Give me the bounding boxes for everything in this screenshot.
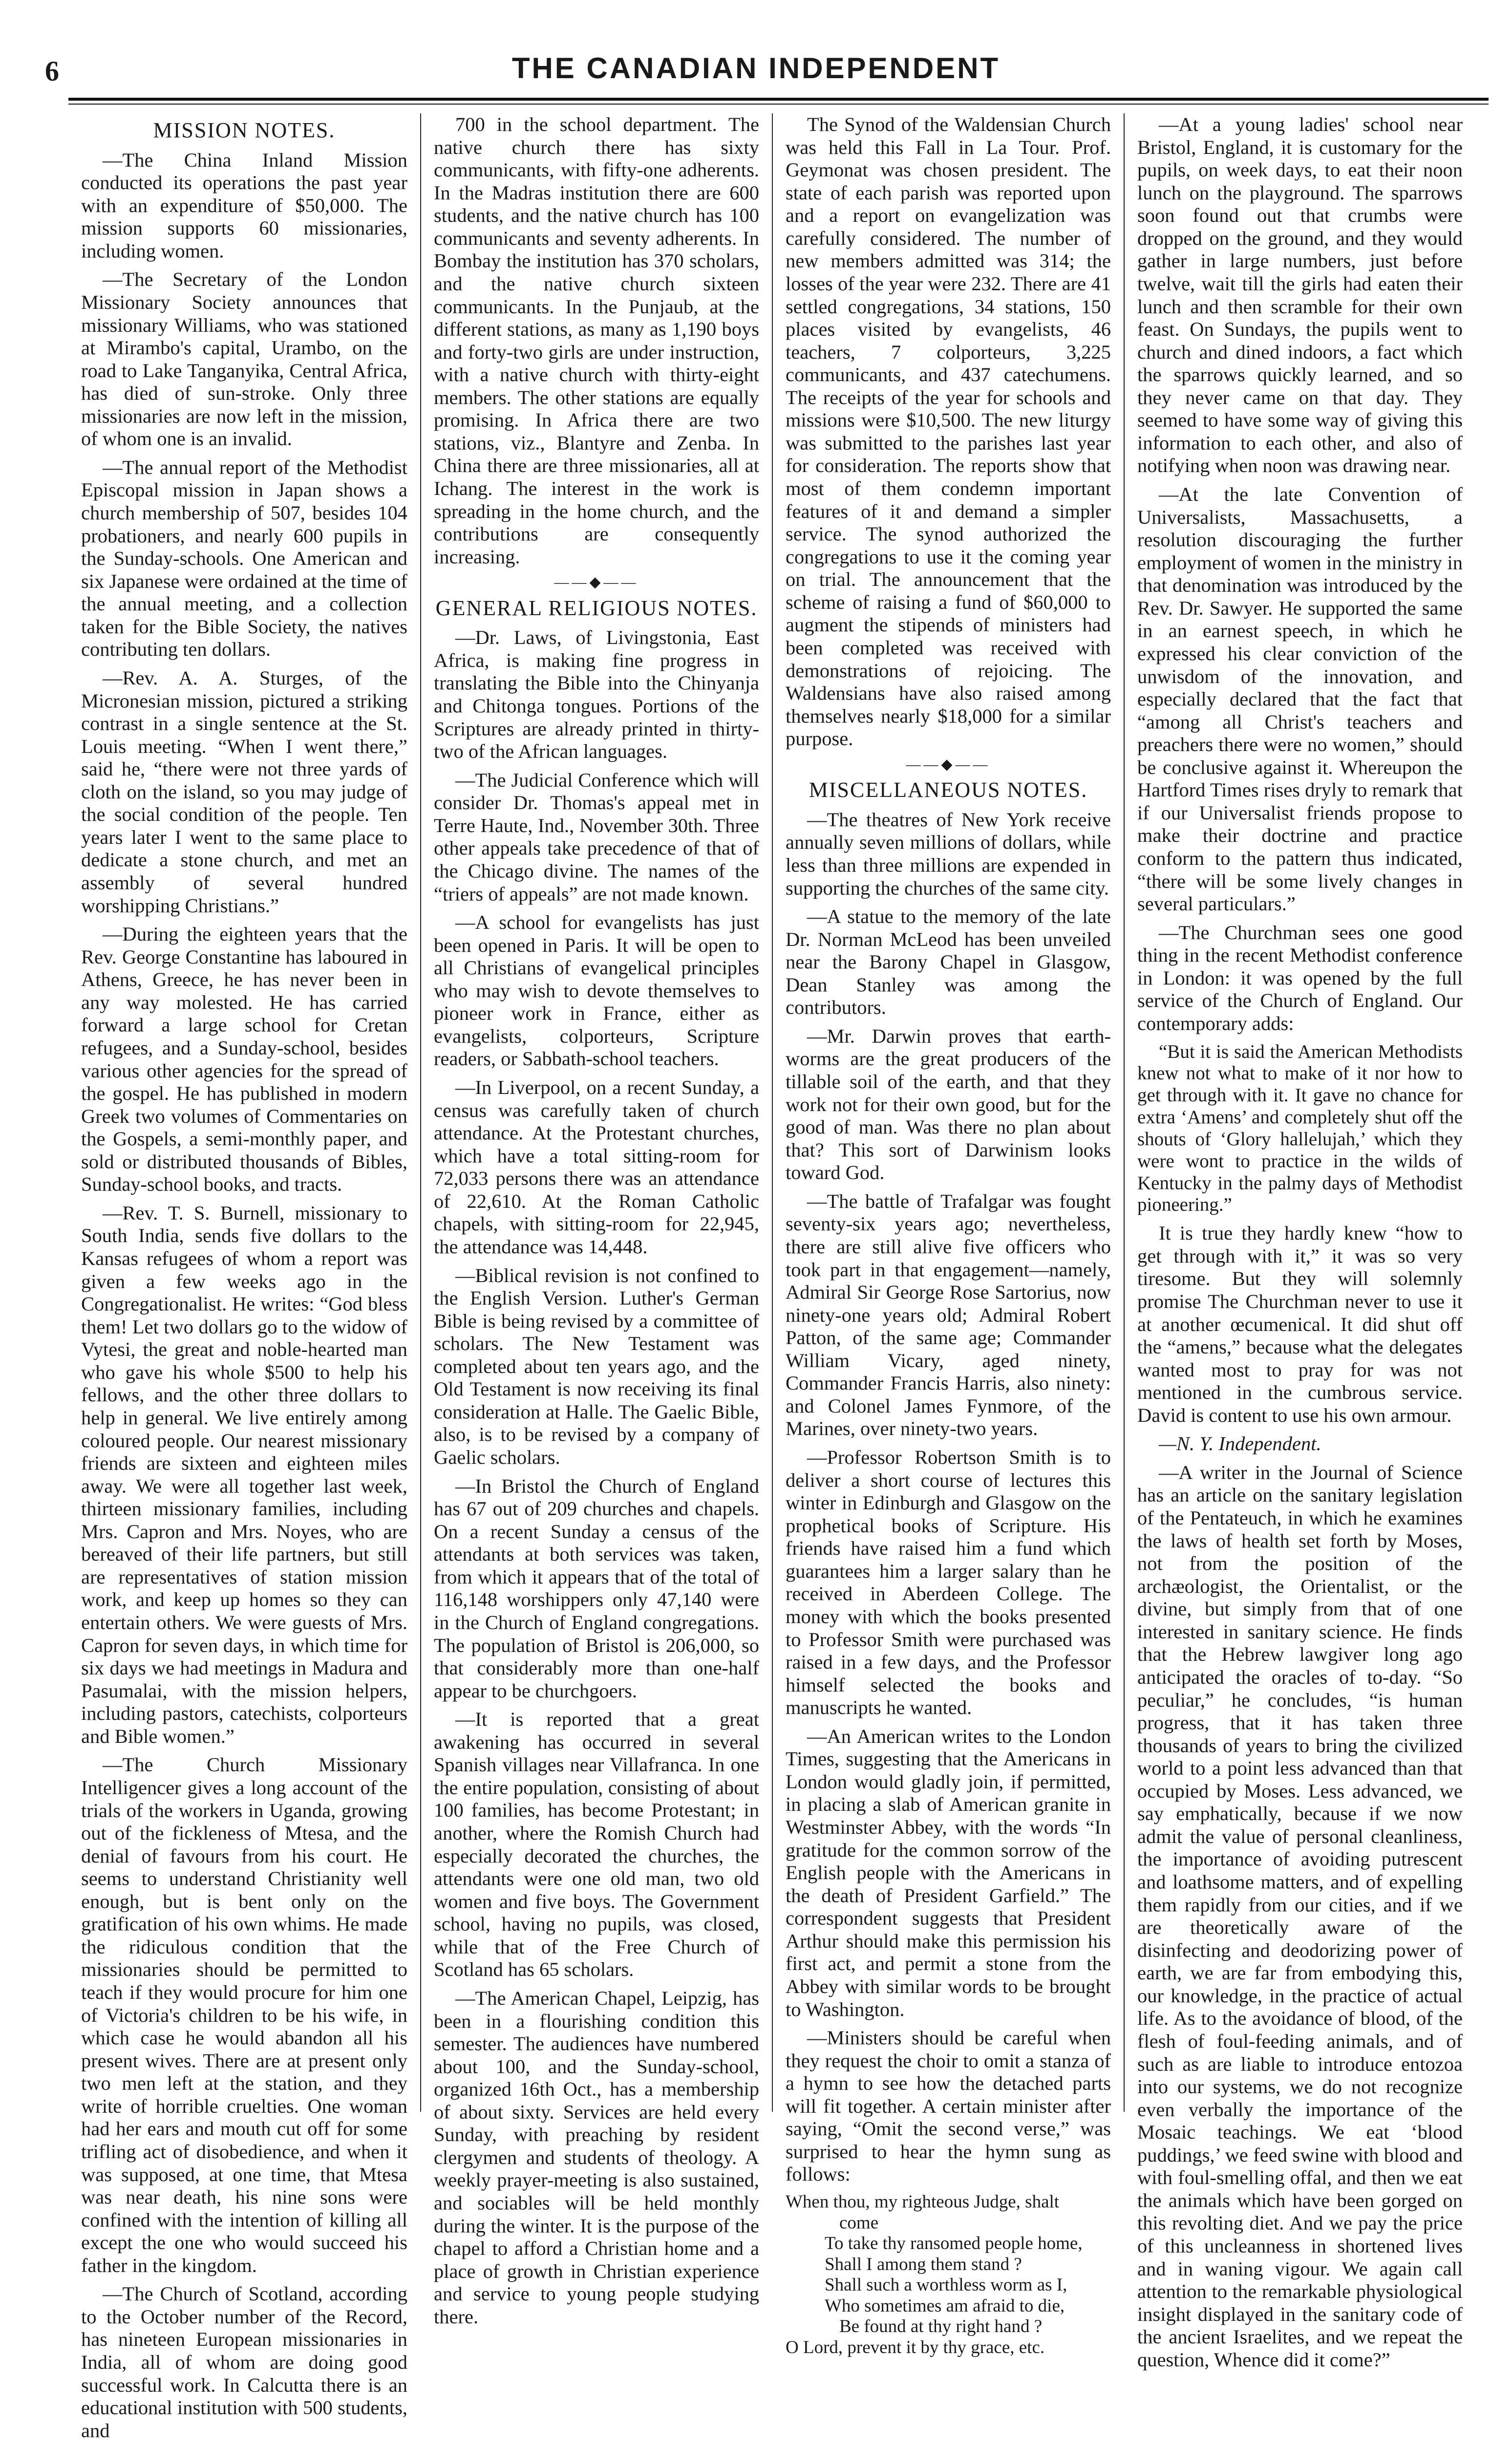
article-paragraph: —The Church of Scotland, according to the October number of the Record, has nineteen European missionaries in India, all of whom are doing good successful work. In Calcutta there is an educational institution with 500 students, and [81,2283,407,2442]
source-signature: —N. Y. Independent. [1159,1433,1321,1455]
masthead-title: THE CANADIAN INDEPENDENT [511,52,1001,85]
article-paragraph: —Biblical revision is not confined to the English Version. Luther's German Bible is being revised by a committee of scholars. The New Testament was completed about ten years ago, and the Old Testament is now receiving its final consideration at Halle. The Gaelic Bible, also, is to be revised by a company of Gaelic scholars. [434,1264,759,1469]
article-paragraph: —The Church Missionary Intelligencer gives a long account of the trials of the workers in Uganda, growing out of the fickleness of Mtesa, and the denial of favours from his court. He seems to understand Christianity well enough, but is bent only on the gratification of his own whims. He made the ridiculous condition that the missionaries should be permitted to teach if they would procure for him one of Victoria's children to be his wife, in which case he would abandon all his present wives. There are at present only two men left at the station, and they write of horrible cruelties. One woman had her ears and mouth cut off for some trifling act of disobedience, and when it was supposed, at one time, that Mtesa was near death, his nine sons were confined with the intention of killing all except the one who would succeed his father in the kingdom. [81,1754,407,2276]
article-paragraph: —The American Chapel, Leipzig, has been in a flourishing condition this semester. The audiences have numbered about 100, and the Sunday-school, organized 16th Oct., has a membership of about sixty. Services are held every Sunday, with preaching by resident clergymen and students of theology. A weekly prayer-meeting is also sustained, and sociables will be held monthly during the winter. It is the purpose of the chapel to afford a Christian home and a place of growth in Christian experience and service to young people studying there. [434,1987,759,2328]
article-paragraph: —A statue to the memory of the late Dr. Norman McLeod has been unveiled near the Barony Chapel in Glasgow, Dean Stanley was among the contributors. [786,905,1111,1019]
hymn-line: O Lord, prevent it by thy grace, etc. [786,2337,1045,2357]
section-divider: ——◆—— [906,756,991,772]
header-rule-thin [68,104,1489,105]
hymn-line: Shall such a worthless worm as I, [825,2275,1067,2295]
article-paragraph: —Professor Robertson Smith is to deliver a short course of lectures this winter in Edinburgh and Glasgow on the prophetical books of Scripture. His friends have raised him a fund which guarantees him a larger salary than he received in Aberdeen College. The money with which the books presented to Professor Smith were purchased was raised in a few days, and the Professor himself selected the books and manuscripts he wanted. [786,1446,1111,1719]
hymn-line: Who sometimes am afraid to die, [825,2295,1065,2316]
article-paragraph: —The Churchman sees one good thing in the recent Methodist conference in London: it was opened by the full service of the Church of England. Our contemporary adds: [1137,921,1463,1034]
quoted-passage: “But it is said the American Methodists knew not what to make of it nor how to get through with it. It gave no chance for extra ‘Amens’ and completely shut off the shouts of ‘Glory hallelujah,’ which they were wont to practice in the wilds of Kentucky in the palmy days of Methodist pioneering.” [1137,1041,1463,1216]
hymn-line: To take thy ransomed people home, [825,2233,1083,2254]
article-paragraph: —Dr. Laws, of Livingstonia, East Africa, is making fine progress in translating the Bible into the Chinyanja and Chitonga tongues. Portions of the Scriptures are already printed in thirty-two of the African languages. [434,626,759,763]
hymn-line: Be found at thy right hand ? [839,2316,1043,2337]
article-paragraph: —At a young ladies' school near Bristol, England, it is customary for the pupils, on week days, to eat their noon lunch on the playground. The sparrows soon found out that crumbs were dropped on the ground, and they would gather in large numbers, just before twelve, wait till the girls had eaten their lunch and then scramble for their own feast. On Sundays, the pupils went to church and dined indoors, a fact which the sparrows quickly learned, and so they never came on that day. They seemed to have some way of giving this information to each other, and also of notifying when noon was drawing near. [1137,113,1463,477]
article-paragraph: —The annual report of the Methodist Episcopal mission in Japan shows a church membership of 507, besides 104 probationers, and nearly 600 pupils in the Sunday-schools. One American and six Japanese were ordained at the time of the annual meeting, and a collection taken for the Bible Society, the natives contributing ten dollars. [81,456,407,661]
article-paragraph: —The China Inland Mission conducted its operations the past year with an expenditure of $50,000. The mission supports 60 missionaries, including women. [81,149,407,262]
hymn-line: come [839,2212,879,2233]
hymn-line: Shall I among them stand ? [825,2254,1022,2274]
hymn-line: When thou, my righteous Judge, shalt [786,2192,1060,2212]
article-paragraph: —Mr. Darwin proves that earth-worms are the great producers of the tillable soil of the earth, and that they work not for their own good, but for the good of man. Was there no plan about that? This sort of Darwinism looks toward God. [786,1025,1111,1184]
column-4 [1124,113,1475,2371]
hymn-stanza [786,2192,1111,2358]
page-number: 6 [45,55,59,87]
article-paragraph: —It is reported that a great awakening has occurred in several Spanish villages near Villafranca. In one the entire population, consisting of about 100 families, has become Protestant; in another, where the Romish Church had especially decorated the churches, the attendants were one old man, two old women and five boys. The Government school, having no pupils, was closed, while that of the Free Church of Scotland has 65 scholars. [434,1708,759,1981]
article-paragraph: —The Judicial Conference which will consider Dr. Thomas's appeal met in Terre Haute, Ind., November 30th. Three other appeals take precedence of that of the Chicago divine. The names of the “triers of appeals” are not made known. [434,769,759,905]
article-paragraph: —The Secretary of the London Missionary Society announces that missionary Williams, who was stationed at Mirambo's capital, Urambo, on the road to Lake Tanganyika, Central Africa, has died of sun-stroke. Only three missionaries are now left in the mission, of whom one is an invalid. [81,268,407,450]
section-divider: ——◆—— [554,574,639,591]
article-paragraph: —A writer in the Journal of Science has an article on the sanitary legislation of the Pentateuch, in which he examines the laws of health set forth by Moses, not from the position of the archæologist, the Orientalist, or the divine, but simply from that of one interested in sanitary science. He finds that the Hebrew lawgiver long ago anticipated the oracles of to-day. “So peculiar,” he concludes, “is human progress, that it has taken three thousands of years to bring the civilized world to a point less advanced than that occupied by Moses. Less advanced, we say emphatically, because if we now admit the value of personal cleanliness, the importance of avoiding putrescent and loathsome matters, and of expelling them rapidly from our cities, and if we are theoretically aware of the disinfecting and deodorizing power of earth, we are far from embodying this, our knowledge, in the practice of actual life. As to the avoidance of blood, of the flesh of foul-feeding animals, and of such as are liable to introduce entozoa into our systems, we do not recognize even verbally the importance of the Mosaic teachings. We eat ‘blood puddings,’ we feed swine with blood and with foul-smelling offal, and then we eat the animals which have been gorged on this revolting diet. And we pay the price of this uncleanness in shortened lives and in waning vigour. We again call attention to the remarkable physiological insight displayed in the sanitary code of the ancient Israelites, and we repeat the question, Whence did it come?” [1137,1461,1463,2371]
article-paragraph: —During the eighteen years that the Rev. George Constantine has laboured in Athens, Greece, he has never been in any way molested. He has carried forward a large school for Cretan refugees, and a Sunday-school, besides various other agencies for the spread of the gospel. He has published in modern Greek two volumes of Commentaries on the Gospels, a semi-monthly paper, and sold or distributed thousands of Bibles, Sunday-school books, and tracts. [81,923,407,1196]
article-paragraph: —A school for evangelists has just been opened in Paris. It will be open to all Christians of evangelical principles who may wish to devote themselves to pioneer work in France, either as evangelists, colporteurs, Scripture readers, or Sabbath-school teachers. [434,911,759,1070]
article-paragraph: —The theatres of New York receive annually seven millions of dollars, while less than three millions are expended in supporting the churches of the same city. [786,808,1111,899]
column-2 [420,113,772,2328]
article-paragraph: —An American writes to the London Times, suggesting that the Americans in London would gladly join, if permitted, in placing a slab of American granite in Westminster Abbey, with the words “In gratitude for the common sorrow of the English people with the Americans in the death of President Garfield.” The correspondent suggests that President Arthur should make this permission his first act, and permit a stone from the Abbey with similar words to be brought to Washington. [786,1725,1111,2020]
article-paragraph: —In Liverpool, on a recent Sunday, a census was carefully taken of church attendance. At the Protestant churches, which have a total sitting-room for 72,033 persons there was an attendance of 22,610. At the Roman Catholic chapels, with sitting-room for 22,945, the attendance was 14,448. [434,1076,759,1258]
column-3 [772,113,1124,2357]
article-paragraph: —Ministers should be careful when they request the choir to omit a stanza of a hymn to see how the detached parts will fit together. A certain minister after saying, “Omit the second verse,” was surprised to hear the hymn sung as follows: [786,2027,1111,2185]
article-paragraph: —Rev. T. S. Burnell, missionary to South India, sends five dollars to the Kansas refugees of whom a report was given a few weeks ago in the Congregationalist. He writes: “God bless them! Let two dollars go to the widow of Vytesi, the great and noble-hearted man who gave his whole $500 to help his fellows, and the other three dollars to help in general. We live entirely among coloured people. Our nearest missionary friends are sixteen and eighteen miles away. We were all together last week, thirteen missionary families, including Mrs. Capron and Mrs. Noyes, who are bereaved of their life partners, but still are representatives of station mission work, and keep up homes so they can entertain others. We were guests of Mrs. Capron for seven days, in which time for six days we had meetings in Madura and Pasumalai, with the mission helpers, including pastors, catechists, colporteurs and Bible women.” [81,1201,407,1747]
article-paragraph: 700 in the school department. The native church there has sixty communicants, with fifty-one adherents. In the Madras institution there are 600 students, and the native church has 100 communicants and seventy adherents. In Bombay the institution has 370 scholars, and the native church sixteen communicants. In the Punjaub, at the different stations, as many as 1,190 boys and forty-two girls are under instruction, with a native church with thirty-eight members. The other stations are equally promising. In Africa there are two stations, viz., Blantyre and Zenba. In China there are three missionaries, all at Ichang. The interest in the work is spreading in the home church, and the contributions are consequently increasing. [434,113,759,568]
article-paragraph: It is true they hardly knew “how to get through with it,” it was so very tiresome. But they will solemnly promise The Churchman never to use it at another œcumenical. It did shut off the “amens,” because what the delegates wanted most to pray for was not mentioned in the cumbrous service. David is content to use his own armour. [1137,1222,1463,1426]
article-paragraph: The Synod of the Waldensian Church was held this Fall in La Tour. Prof. Geymonat was chosen president. The state of each parish was reported upon and a report on evangelization was carefully considered. The number of new members admitted was 314; the losses of the year were 232. There are 41 settled congregations, 34 stations, 150 places visited by evangelists, 46 teachers, 7 colporteurs, 3,225 communicants, and 437 catechumens. The receipts of the year for schools and missions were $10,500. The new liturgy was submitted to the parishes last year for consideration. The reports show that most of them condemn important features of it and demand a simpler service. The synod authorized the congregations to use it the coming year on trial. The announcement that the scheme of raising a fund of $60,000 to augment the stipends of ministers had been completed was received with demonstrations of rejoicing. The Waldensians have also raised among themselves nearly $18,000 for a similar purpose. [786,113,1111,750]
article-columns [68,113,1489,2442]
header-rule-thick [68,98,1489,101]
general-religious-notes-heading: GENERAL RELIGIOUS NOTES. [435,596,758,620]
article-paragraph: —In Bristol the Church of England has 67 out of 209 churches and chapels. On a recent Sunday a census of the attendants at both services was taken, from which it appears that of the total of 116,148 worshippers only 47,140 were in the Church of England congregations. The population of Bristol is 206,000, so that considerably more than one-half appear to be churchgoers. [434,1475,759,1702]
article-paragraph: —Rev. A. A. Sturges, of the Micronesian mission, pictured a striking contrast in a single sentence at the St. Louis meeting. “When I went there,” said he, “there were not three yards of cloth on the island, so you may judge of the social condition of the people. Ten years later I went to the same place to dedicate a stone church, and met an assembly of several hundred worshipping Christians.” [81,666,407,917]
article-paragraph: —At the late Convention of Universalists, Massachusetts, a resolution discouraging the further employment of women in the ministry in that denomination was introduced by the Rev. Dr. Sawyer. He supported the same in an earnest speech, in which he expressed his clear conviction of the unwisdom of the innovation, and especially declared that the fact that “among all Christ's teachers and preachers there were no women,” should be conclusive against it. Whereupon the Hartford Times rises dryly to remark that if our Universalist friends propose to make their doctrine and practice conform to the pattern thus indicated, “there will be some lively changes in several particulars.” [1137,483,1463,915]
mission-notes-heading: MISSION NOTES. [153,118,336,142]
article-paragraph: —The battle of Trafalgar was fought seventy-six years ago; nevertheless, there are still alive five officers who took part in that engagement—namely, Admiral Sir George Rose Sartorius, now ninety-one years old; Admiral Robert Patton, of the same age; Commander William Vicary, aged ninety, Commander Francis Harris, also ninety: and Colonel James Fynmore, of the Marines, over ninety-two years. [786,1190,1111,1440]
miscellaneous-notes-heading: MISCELLANEOUS NOTES. [809,778,1088,802]
column-1 [68,113,420,2442]
